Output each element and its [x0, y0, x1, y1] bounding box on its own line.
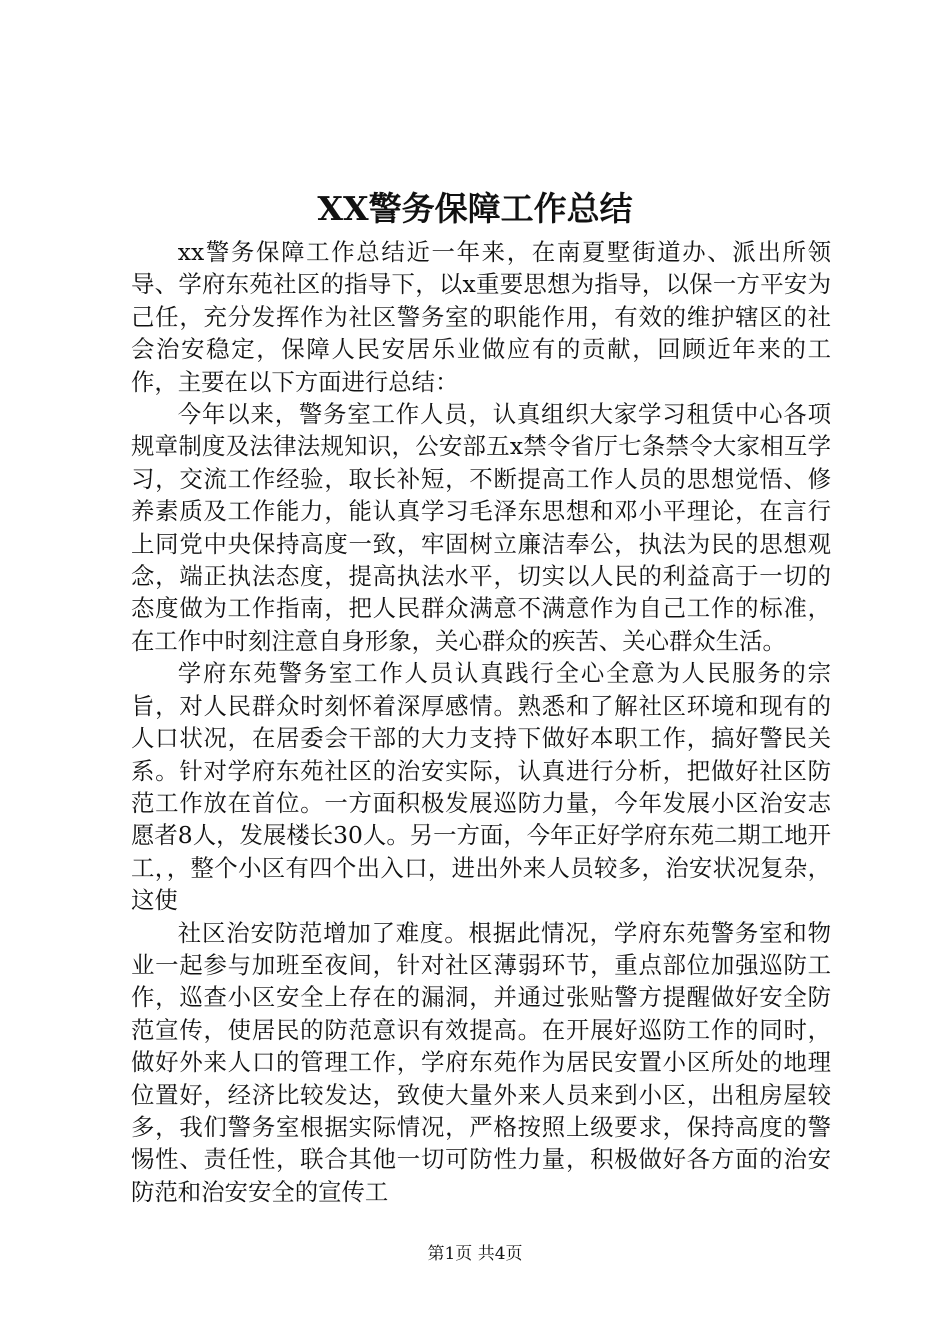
document-body: [131, 236, 831, 1208]
paragraph-intro: xx警务保障工作总结近一年来，在南夏墅街道办、派出所领导、学府东苑社区的指导下，以x重要思想为指导，以保一方平安为己任，充分发挥作为社区警务室的职能作用，有效的维护辖区的社会治安稳定，保障人民安居乐业做应有的贡献，回顾近年来的工作，主要在以下方面进行总结：: [131, 238, 831, 396]
document-title: XX警务保障工作总结: [317, 189, 633, 228]
paragraph-patrol: 社区治安防范增加了难度。根据此情况，学府东苑警务室和物业一起参与加班至夜间，针对社区薄弱环节，重点部位加强巡防工作，巡查小区安全上存在的漏洞，并通过张贴警方提醒做好安全防范宣传，使居民的防范意识有效提高。在开展好巡防工作的同时，做好外来人口的管理工作，学府东苑作为居民安置小区所处的地理位置好，经济比较发达，致使大量外来人员来到小区，出租房屋较多，我们警务室根据实际情况，严格按照上级要求，保持高度的警惕性、责任性，联合其他一切可防性力量，积极做好各方面的治安防范和治安安全的宣传工: [131, 918, 831, 1206]
paragraph-study: 今年以来，警务室工作人员，认真组织大家学习租赁中心各项规章制度及法律法规知识，公安部五x禁令省厅七条禁令大家相互学习，交流工作经验，取长补短，不断提高工作人员的思想觉悟、修养素质及工作能力，能认真学习毛泽东思想和邓小平理论，在言行上同党中央保持高度一致，牢固树立廉洁奉公，执法为民的思想观念，端正执法态度，提高执法水平，切实以人民的利益高于一切的态度做为工作指南，把人民群众满意不满意作为自己工作的标准，在工作中时刻注意自身形象，关心群众的疾苦、关心群众生活。: [131, 400, 831, 655]
page-number-footer: 第1页 共4页: [427, 1244, 523, 1264]
paragraph-service: 学府东苑警务室工作人员认真践行全心全意为人民服务的宗旨，对人民群众时刻怀着深厚感情。熟悉和了解社区环境和现有的人口状况，在居委会干部的大力支持下做好本职工作，搞好警民关系。针对学府东苑社区的治安实际，认真进行分析，把做好社区防范工作放在首位。一方面积极发展巡防力量，今年发展小区治安志愿者8人，发展楼长30人。另一方面，今年正好学府东苑二期工地开工，，整个小区有四个出入口，进出外来人员较多，治安状况复杂，这使: [131, 659, 831, 915]
